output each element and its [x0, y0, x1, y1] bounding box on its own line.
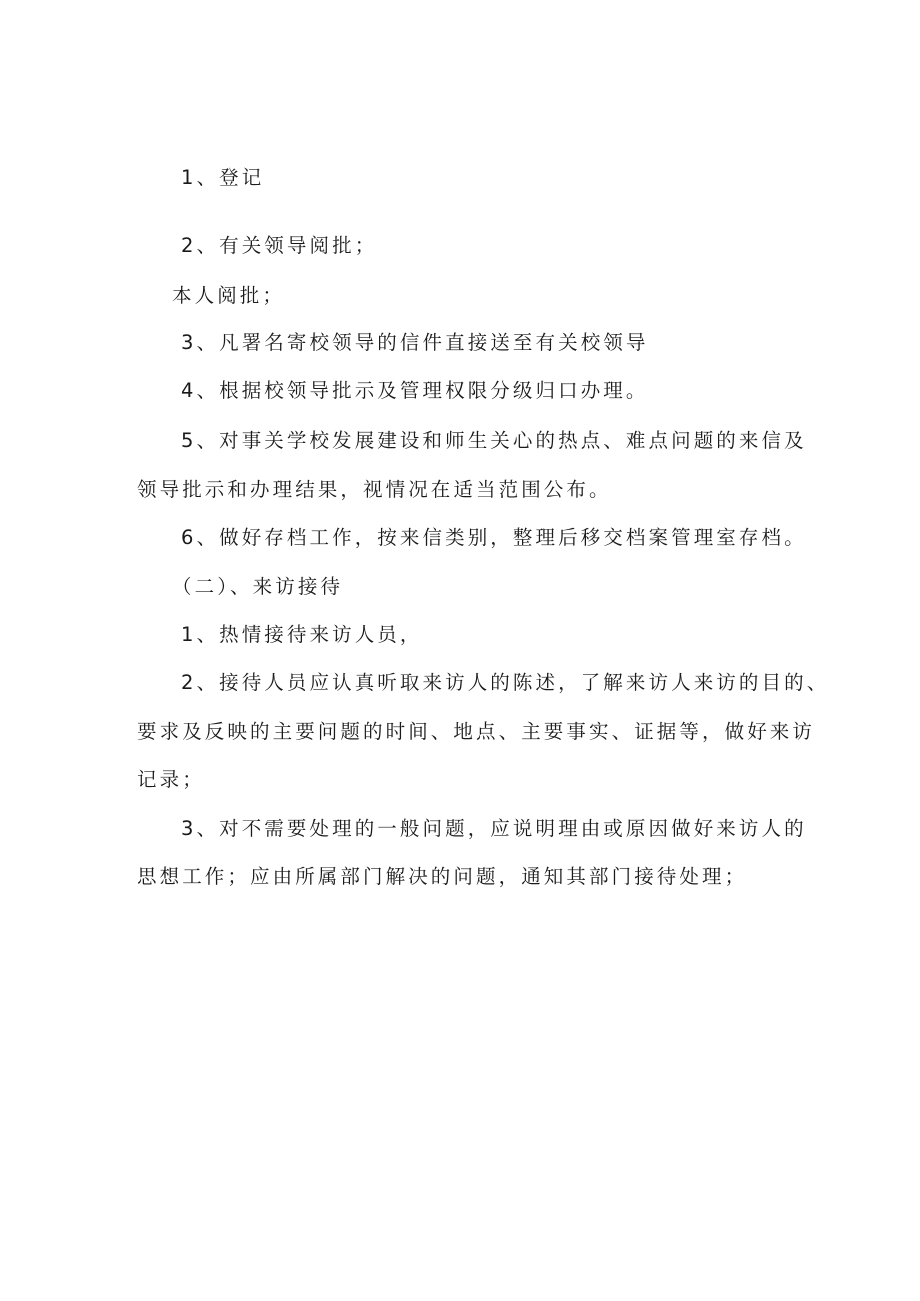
item-general-issues-line2: 思想工作；应由所属部门解决的问题，通知其部门接待处理； — [137, 865, 748, 888]
item-publish-line1: 5、对事关学校发展建设和师生关心的热点、难点问题的来信及 — [181, 429, 807, 452]
item-publish-line2: 领导批示和办理结果，视情况在适当范围公布。 — [137, 478, 612, 501]
item-listen-line3: 记录； — [137, 768, 205, 791]
item-signed-letters: 3、凡署名寄校领导的信件直接送至有关校领导 — [181, 331, 649, 354]
item-archive: 6、做好存档工作，按来信类别，整理后移交档案管理室存档。 — [181, 526, 807, 549]
item-leader-review: 2、有关领导阅批； — [181, 234, 378, 257]
item-self-review: 本人阅批； — [172, 284, 286, 307]
item-register: 1、登记 — [181, 166, 265, 189]
item-listen-line1: 2、接待人员应认真听取来访人的陈述，了解来访人来访的目的、 — [181, 671, 830, 694]
item-general-issues-line1: 3、对不需要处理的一般问题，应说明理由或原因做好来访人的 — [181, 817, 807, 840]
item-warm-reception: 1、热情接待来访人员， — [181, 623, 423, 646]
item-listen-line2: 要求及反映的主要问题的时间、地点、主要事实、证据等，做好来访 — [137, 720, 816, 743]
item-classified-handling: 4、根据校领导批示及管理权限分级归口办理。 — [181, 379, 649, 402]
section-heading-visits: （二）、来访接待 — [172, 575, 344, 598]
